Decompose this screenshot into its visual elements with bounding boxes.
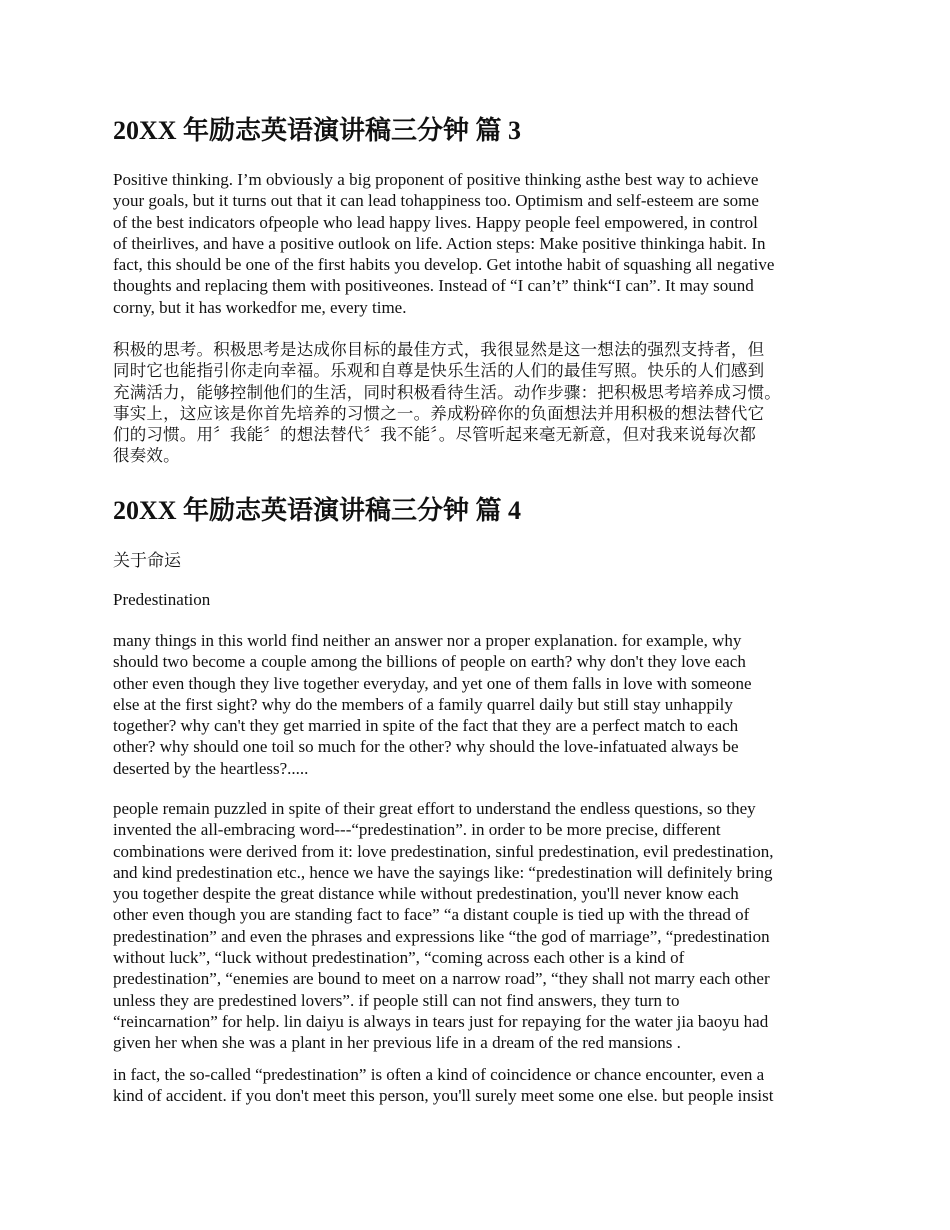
text-line: of the best indicators ofpeople who lead happy lives. Happy people feel empowered, in control: [113, 212, 758, 232]
text-line: unless they are predestined lovers”. if people still can not find answers, they turn to: [113, 990, 680, 1010]
text-line: other even though they live together everyday, and yet one of them falls in love with someone: [113, 673, 752, 693]
text-line: together? why can't they get married in spite of the fact that they are a perfect match to each: [113, 716, 739, 736]
text-line: kind of accident. if you don't meet this person, you'll surely meet some one else. but people insist: [113, 1086, 774, 1106]
text-line: 很奏效。: [113, 446, 180, 466]
text-line: many things in this world find neither an answer nor a proper explanation. for example, why: [113, 631, 742, 650]
paragraph-positive-thinking-en: [113, 169, 873, 318]
text-line: of theirlives, and have a positive outlook on life. Action steps: Make positive thinkinga habit. In: [113, 233, 766, 253]
text-line: should two become a couple among the billions of people on earth? why don't they love each: [113, 652, 746, 672]
subtitle-zh: [113, 550, 873, 571]
text-line: and kind predestination etc., hence we have the sayings like: “predestination will definitely bring: [113, 862, 773, 882]
text-line: you together despite the great distance while without predestination, you'll never know each: [113, 884, 739, 904]
text-line: 充满活力，能够控制他们的生活，同时积极看待生活。动作步骤：把积极思考培养成习惯。: [113, 382, 781, 402]
text-line: your goals, but it turns out that it can lead tohappiness too. Optimism and self-esteem are some: [113, 191, 759, 211]
subtitle-en-text: Predestination: [113, 590, 211, 609]
text-line: Positive thinking. I’m obviously a big proponent of positive thinking asthe best way to achieve: [113, 170, 759, 189]
text-line: corny, but it has workedfor me, every time.: [113, 297, 407, 317]
text-line: “reincarnation” for help. lin daiyu is always in tears just for repaying for the water jia baoyu had: [113, 1011, 769, 1031]
section-heading-3: 20XX 年励志英语演讲稿三分钟 篇 3: [113, 116, 522, 145]
paragraph-questions: [113, 630, 873, 779]
text-line: 事实上，这应该是你首先培养的习惯之一。养成粉碎你的负面想法并用积极的想法替代它: [113, 403, 765, 423]
text-line: other even though you are standing fact to face” “a distant couple is tied up with the thread of: [113, 905, 750, 925]
text-line: else at the first sight? why do the members of a family quarrel daily but still stay unhappily: [113, 694, 733, 714]
text-line: 们的习惯。用〞我能〞的想法替代〞我不能〞。尽管听起来毫无新意，但对我来说每次都: [113, 425, 757, 445]
text-line: 同时它也能指引你走向幸福。乐观和自尊是快乐生活的人们的最佳写照。快乐的人们感到: [113, 361, 765, 381]
subtitle-zh-text: 关于命运: [113, 551, 181, 570]
text-line: combinations were derived from it: love predestination, sinful predestination, evil predestination,: [113, 841, 774, 861]
text-line: invented the all-embracing word---“predestination”. in order to be more precise, different: [113, 820, 721, 840]
text-line: predestination” and even the phrases and expressions like “the god of marriage”, “predestination: [113, 926, 770, 946]
paragraph-positive-thinking-zh: [113, 339, 873, 467]
text-line: given her when she was a plant in her previous life in a dream of the red mansions .: [113, 1033, 681, 1053]
text-line: other? why should one toil so much for the other? why should the love-infatuated always be: [113, 737, 739, 757]
paragraph-coincidence: [113, 1064, 873, 1107]
text-line: people remain puzzled in spite of their great effort to understand the endless questions, so they: [113, 799, 756, 818]
text-line: in fact, the so-called “predestination” is often a kind of coincidence or chance encounter, even a: [113, 1065, 765, 1084]
text-line: thoughts and replacing them with positiveones. Instead of “I can’t” think“I can”. It may sound: [113, 276, 754, 296]
text-line: 积极的思考。积极思考是达成你目标的最佳方式，我很显然是这一想法的强烈支持者，但: [113, 340, 765, 359]
text-line: without luck”, “luck without predestination”, “coming across each other is a kind of: [113, 948, 685, 968]
text-line: fact, this should be one of the first habits you develop. Get intothe habit of squashing all negative: [113, 255, 775, 275]
paragraph-predestination-sayings: [113, 798, 873, 1054]
text-line: predestination”, “enemies are bound to meet on a narrow road”, “they shall not marry each other: [113, 969, 770, 989]
subtitle-en: [113, 589, 873, 610]
section-heading-4: 20XX 年励志英语演讲稿三分钟 篇 4: [113, 496, 522, 525]
text-line: deserted by the heartless?.....: [113, 758, 309, 778]
